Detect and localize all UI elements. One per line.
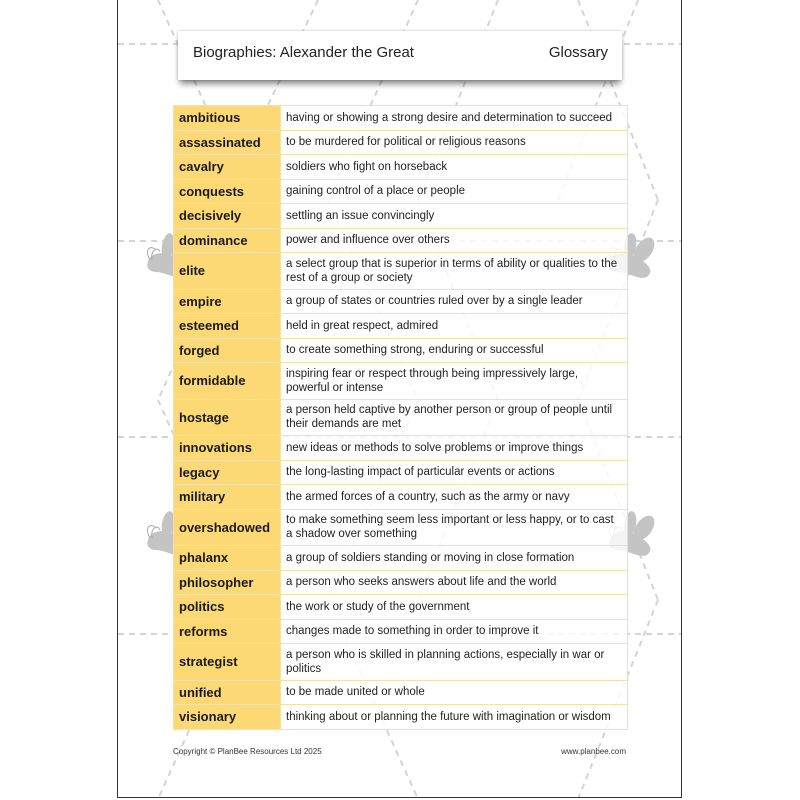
glossary-term: conquests [174,179,281,204]
glossary-row [174,485,628,510]
glossary-row [174,570,628,595]
glossary-definition: a group of states or countries ruled over by a single leader [281,289,628,314]
glossary-term: phalanx [174,546,281,571]
glossary-definition: changes made to something in order to improve it [281,619,628,644]
worksheet-page [117,0,682,798]
glossary-row [174,619,628,644]
glossary-table [173,105,628,730]
glossary-definition: having or showing a strong desire and determination to succeed [281,106,628,131]
glossary-row [174,705,628,730]
glossary-row [174,644,628,681]
glossary-term: forged [174,338,281,363]
glossary-definition: a group of soldiers standing or moving in close formation [281,546,628,571]
glossary-definition: a person who is skilled in planning actions, especially in war or politics [281,644,628,681]
glossary-term: ambitious [174,106,281,131]
glossary-row [174,155,628,180]
glossary-term: legacy [174,460,281,485]
page-header [178,31,622,80]
glossary-row [174,228,628,253]
glossary-row [174,289,628,314]
glossary-row [174,595,628,620]
glossary-term: overshadowed [174,509,281,546]
glossary-term: reforms [174,619,281,644]
glossary-row [174,338,628,363]
glossary-definition: to make something seem less important or less happy, or to cast a shadow over something [281,509,628,546]
glossary-definition: soldiers who fight on horseback [281,155,628,180]
glossary-definition: inspiring fear or respect through being impressively large, powerful or intense [281,363,628,400]
copyright-text: Copyright © PlanBee Resources Ltd 2025 [173,747,322,756]
glossary-term: empire [174,289,281,314]
glossary-definition: thinking about or planning the future with imagination or wisdom [281,705,628,730]
glossary-definition: new ideas or methods to solve problems or improve things [281,436,628,461]
glossary-row [174,204,628,229]
glossary-definition: to be murdered for political or religious reasons [281,130,628,155]
section-label: Glossary [548,44,608,61]
glossary-definition: power and influence over others [281,228,628,253]
glossary-term: hostage [174,399,281,436]
glossary-term: cavalry [174,155,281,180]
glossary-definition: settling an issue convincingly [281,204,628,229]
glossary-row [174,179,628,204]
glossary-definition: to create something strong, enduring or successful [281,338,628,363]
glossary-term: unified [174,680,281,705]
glossary-definition: held in great respect, admired [281,314,628,339]
glossary-row [174,314,628,339]
glossary-row [174,460,628,485]
glossary-term: philosopher [174,570,281,595]
glossary-term: decisively [174,204,281,229]
glossary-term: visionary [174,705,281,730]
glossary-definition: the armed forces of a country, such as the army or navy [281,485,628,510]
glossary-definition: a person who seeks answers about life and the world [281,570,628,595]
glossary-row [174,436,628,461]
website-link[interactable]: www.planbee.com [561,747,626,756]
glossary-definition: to be made united or whole [281,680,628,705]
glossary-definition: a select group that is superior in terms of ability or qualities to the rest of a group or society [281,253,628,290]
glossary-term: elite [174,253,281,290]
glossary-definition: the work or study of the government [281,595,628,620]
glossary-term: formidable [174,363,281,400]
glossary-term: assassinated [174,130,281,155]
glossary-row [174,399,628,436]
glossary-term: dominance [174,228,281,253]
glossary-row [174,363,628,400]
glossary-term: politics [174,595,281,620]
page-title: Biographies: Alexander the Great [193,44,414,61]
glossary-row [174,130,628,155]
glossary-row [174,253,628,290]
glossary-definition: gaining control of a place or people [281,179,628,204]
glossary-row [174,680,628,705]
glossary-definition: the long-lasting impact of particular events or actions [281,460,628,485]
glossary-term: innovations [174,436,281,461]
glossary-row [174,509,628,546]
glossary-term: strategist [174,644,281,681]
glossary-term: military [174,485,281,510]
glossary-row [174,546,628,571]
glossary-definition: a person held captive by another person or group of people until their demands are met [281,399,628,436]
glossary-term: esteemed [174,314,281,339]
glossary-row [174,106,628,131]
